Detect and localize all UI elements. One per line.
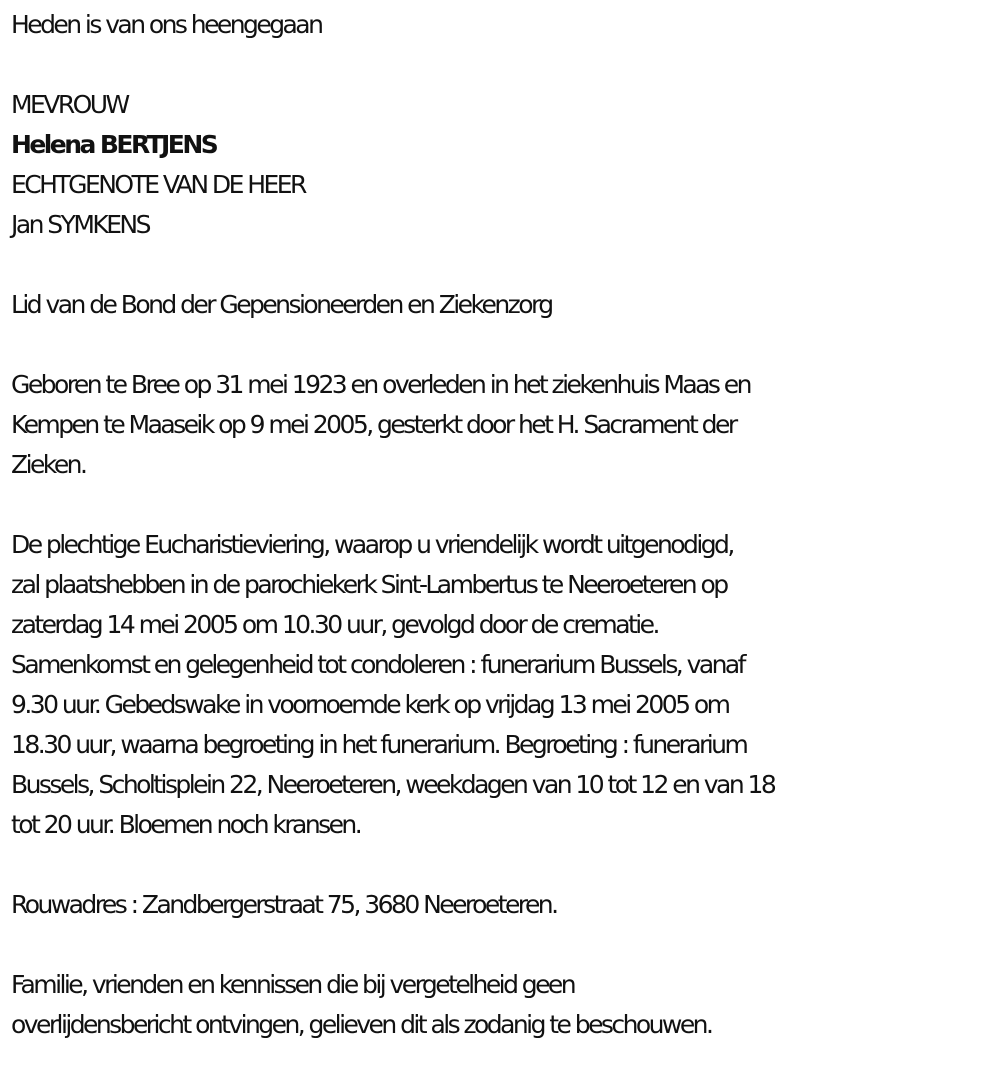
paragraph-line: Samenkomst en gelegenheid tot condoleren : funerarium Bussels, vanaf xyxy=(11,650,744,679)
spacer xyxy=(11,485,996,525)
deceased-name: Helena BERTJENS xyxy=(11,130,217,159)
paragraph-line: 9.30 uur. Gebedswake in voornoemde kerk op vrijdag 13 mei 2005 om xyxy=(11,690,729,719)
closing-paragraph xyxy=(11,965,996,1045)
paragraph-line: Kempen te Maaseik op 9 mei 2005, gesterkt door het H. Sacrament der xyxy=(11,410,736,439)
paragraph-line: zal plaatshebben in de parochiekerk Sint-Lambertus te Neeroeteren op xyxy=(11,570,727,599)
relation-line: ECHTGENOTE VAN DE HEER xyxy=(11,170,305,199)
paragraph-line: De plechtige Eucharistieviering, waarop u vriendelijk wordt uitgenodigd, xyxy=(11,530,733,559)
address-line: Rouwadres : Zandbergerstraat 75, 3680 Neeroeteren. xyxy=(11,890,557,919)
spouse-name: Jan SYMKENS xyxy=(11,210,149,239)
paragraph-line: Familie, vrienden en kennissen die bij vergetelheid geen xyxy=(11,970,575,999)
paragraph-line: 18.30 uur, waarna begroeting in het funerarium. Begroeting : funerarium xyxy=(11,730,747,759)
paragraph-line: tot 20 uur. Bloemen noch kransen. xyxy=(11,810,361,839)
paragraph-line: zaterdag 14 mei 2005 om 10.30 uur, gevolgd door de crematie. xyxy=(11,610,658,639)
paragraph-line: overlijdensbericht ontvingen, gelieven dit als zodanig te beschouwen. xyxy=(11,1010,712,1039)
intro-line: Heden is van ons heengegaan xyxy=(11,10,322,39)
title-line: MEVROUW xyxy=(11,90,128,119)
obituary-notice xyxy=(11,5,996,1045)
spacer xyxy=(11,245,996,285)
membership-line: Lid van de Bond der Gepensioneerden en Ziekenzorg xyxy=(11,290,552,319)
spacer xyxy=(11,325,996,365)
spacer xyxy=(11,845,996,885)
paragraph-line: Geboren te Bree op 31 mei 1923 en overleden in het ziekenhuis Maas en xyxy=(11,370,750,399)
spacer xyxy=(11,45,996,85)
paragraph-line: Bussels, Scholtisplein 22, Neeroeteren, weekdagen van 10 tot 12 en van 18 xyxy=(11,770,775,799)
ceremony-paragraph xyxy=(11,525,996,845)
paragraph-line: Zieken. xyxy=(11,450,86,479)
spacer xyxy=(11,925,996,965)
birth-death-paragraph xyxy=(11,365,996,485)
